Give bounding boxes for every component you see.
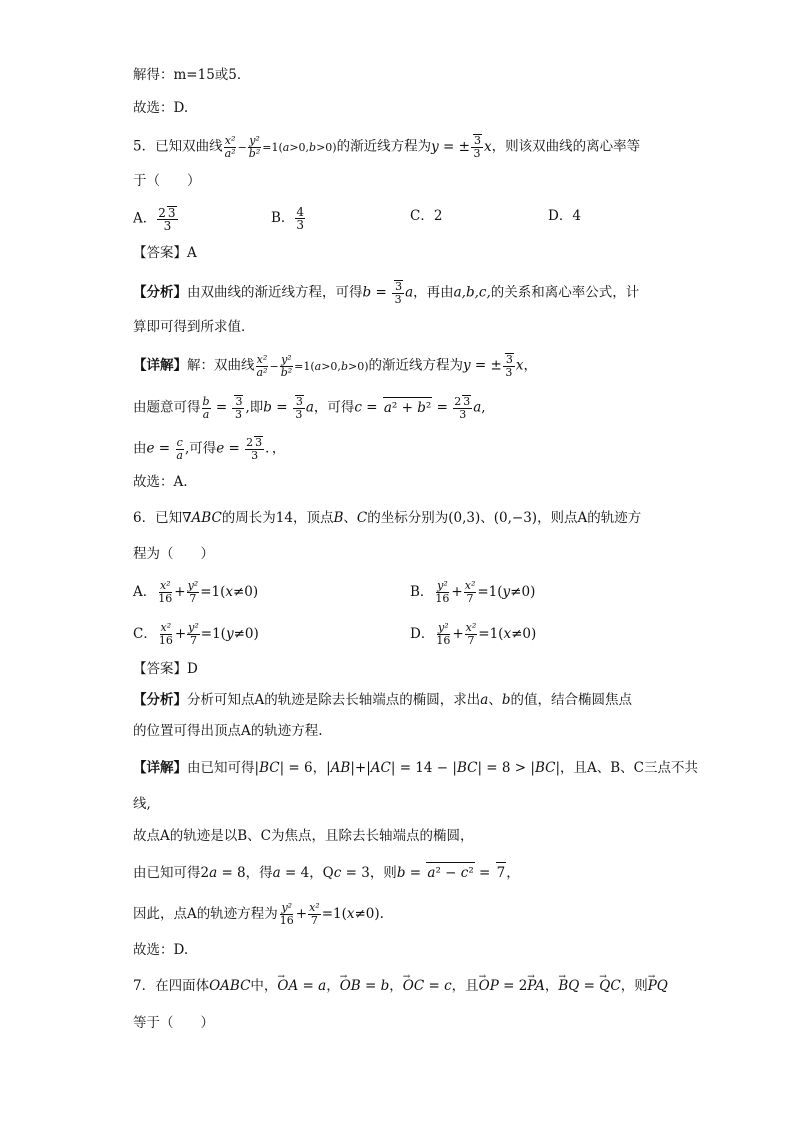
hyperbola-equation: $\frac{\text{x²}}{\text{a²}}$ − $\frac{\text{y²}}{\text{b²}}$ =1(a>0,b>0) [224, 134, 337, 160]
question-7-line-1: 7．在四面体OABC中，→ OA = a，→ OB = b，→ OC = c，且→ OP = 2→ PA，→ BQ = → QC，则→ PQ [133, 976, 668, 996]
detail-5-line-3: 由e = $\frac{c}{a}$ ,可得e = $\frac{2 3}{3}$ ．， [133, 435, 286, 462]
asymptote-formula: y = ± $\frac{3}{3}$ x [431, 134, 492, 160]
analysis-6-line-1: 【分析】分析可知点A的轨迹是除去长轴端点的椭圆，求出a、b的值，结合椭圆焦点 [133, 692, 632, 708]
detail-5-line-1: 【详解】解：双曲线 $\frac{\text{x²}}{\text{a²}}$ − $\frac{\text{y²}}{\text{b²}}$ =1(a>0,b>0)的渐近线方程为y = ± $\frac{3}{3}$ x， [133, 353, 537, 379]
question-6-line-2: 程为（ ） [133, 546, 214, 562]
answer-6: 【答案】D [133, 661, 198, 677]
q6-option-c: C． $\frac{\text{x²}}{16}$ + $\frac{\text{y²}}{7}$ =1(y≠0) [133, 621, 259, 647]
solve-m-line: 解得：m=15或5． [133, 67, 251, 83]
detail-5-line-2: 由题意可得 $\frac{b}{a}$ = $\frac{3}{3}$ ,即b = $\frac{3}{3}$ a，可得c = a² + b² = $\frac{2 3}{3}$ a, [133, 394, 486, 421]
detail-6-line-2: 线, [133, 796, 151, 812]
q5-option-c: C．2 [410, 208, 443, 224]
choose-d-line-1: 故选：D. [133, 100, 189, 116]
detail-6-line-5: 因此，点A的轨迹方程为 $\frac{\text{y²}}{16}$ + $\frac{\text{x²}}{7}$ =1(x≠0). [133, 901, 384, 927]
choose-a-line-5: 故选：A. [133, 474, 188, 490]
q6-option-d: D． $\frac{\text{y²}}{16}$ + $\frac{\text{x²}}{7}$ =1(x≠0) [410, 621, 537, 647]
analysis-6-line-2: 的位置可得出顶点A的轨迹方程. [133, 723, 323, 739]
q6-option-a: A． $\frac{\text{x²}}{16}$ + $\frac{\text{y²}}{7}$ =1(x≠0) [133, 579, 259, 605]
q5-option-a: A． $\frac{2 3}{3}$ [133, 206, 176, 233]
question-5-line-2: 于（ ） [133, 173, 201, 189]
detail-6-line-1: 【详解】由已知可得|BC| = 6，|AB|+|AC| = 14 − |BC| = 8 > |BC|，且A、B、C三点不共 [133, 760, 699, 776]
choose-d-line-6: 故选：D. [133, 942, 189, 958]
analysis-5-line-2: 算即可得到所求值． [133, 319, 255, 335]
q5-option-d: D．4 [548, 208, 581, 224]
question-6-line-1: 6．已知∇ABC的周长为14，顶点B、C的坐标分别为(0,3)、(0,−3)，则点A的轨迹方 [133, 510, 642, 526]
question-7-line-2: 等于（ ） [133, 1015, 214, 1031]
q6-option-b: B． $\frac{\text{y²}}{16}$ + $\frac{\text{x²}}{7}$ =1(y≠0) [410, 579, 536, 605]
detail-6-line-3: 故点A的轨迹是以B、C为焦点，且除去长轴端点的椭圆， [133, 828, 474, 844]
question-5-line-1: 5．已知双曲线 $\frac{\text{x²}}{\text{a²}}$ − $\frac{\text{y²}}{\text{b²}}$ =1(a>0,b>0)的渐近线方程为y = ± $\frac{3}{3}$ x，则该双曲线的离心率等 [133, 134, 641, 160]
answer-5: 【答案】A [133, 245, 197, 261]
q5-option-b: B． $\frac{4}{3}$ [271, 205, 305, 232]
analysis-5-line-1: 【分析】由双曲线的渐近线方程，可得b = $\frac{3}{3}$ a，再由a,b,c,的关系和离心率公式，计 [133, 280, 640, 306]
detail-6-line-4: 由已知可得2a = 8，得a = 4，Qc = 3，则b = a² − c² = 7， [133, 862, 520, 883]
